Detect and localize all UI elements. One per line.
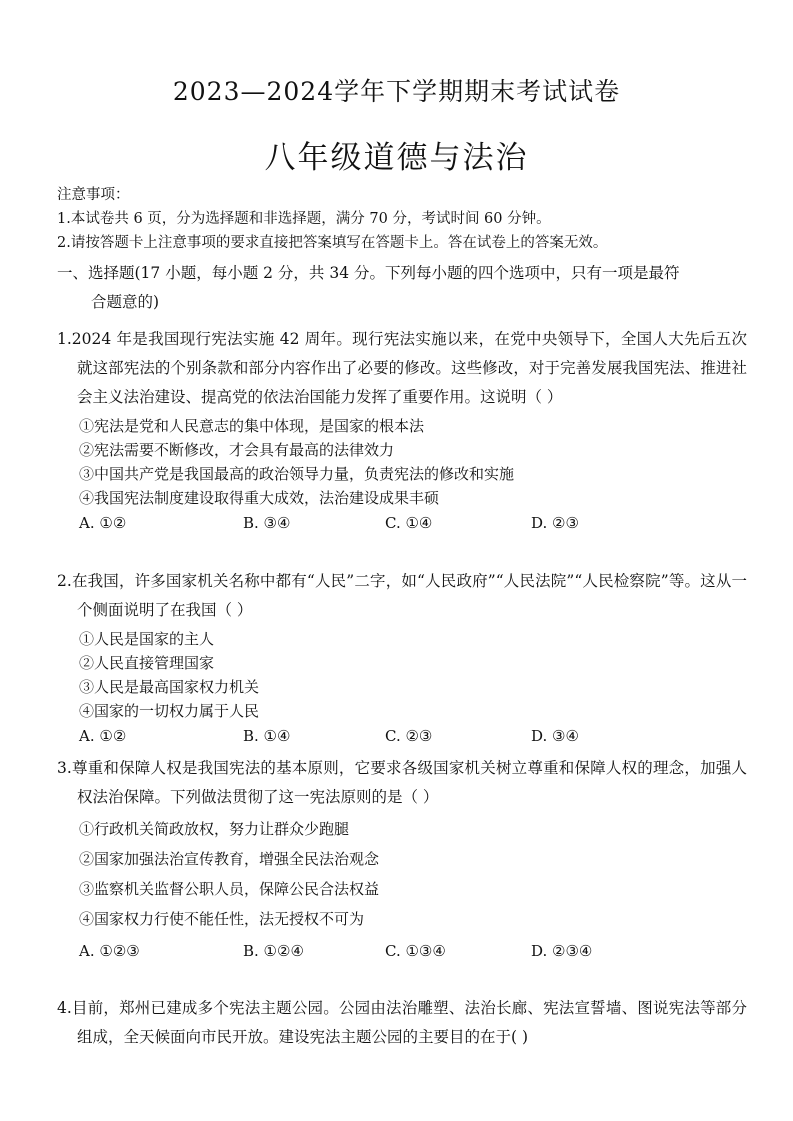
question-3: [57, 754, 747, 960]
section-heading: [57, 259, 747, 317]
choice-a[interactable]: A. ①②③: [79, 942, 140, 960]
subject-title: 八年级道德与法治: [264, 140, 529, 176]
choice-b[interactable]: B. ③④: [243, 514, 291, 532]
choice-c[interactable]: C. ②③: [385, 727, 433, 745]
choice-c[interactable]: C. ①④: [385, 514, 433, 532]
question-2: [57, 567, 747, 745]
question-stem: 2.在我国，许多国家机关名称中都有“人民”二字，如“人民政府”“人民法院”“人民检察院”等。这从一个侧面说明了在我国（ ）: [57, 572, 747, 619]
question-stem: 1.2024 年是我国现行宪法实施 42 周年。现行宪法实施以来，在党中央领导下，全国人大先后五次就这部宪法的个别条款和部分内容作出了必要的修改。这些修改，对于完善发展我国宪法、推进社会主义法治建设、提高党的依法治国能力发挥了重要作用。这说明（ ）: [57, 330, 747, 406]
choice-a[interactable]: A. ①②: [79, 514, 127, 532]
section-heading-line1: 一、选择题(17 小题，每小题 2 分，共 34 分。下列每小题的四个选项中，只有一项是最符: [57, 264, 680, 282]
statement-item: ③中国共产党是我国最高的政治领导力量，负责宪法的修改和实施: [79, 465, 515, 483]
notice-item-2: 2.请按答题卡上注意事项的要求直接把答案填写在答题卡上。答在试卷上的答案无效。: [57, 235, 608, 251]
statement-item: ③监察机关监督公职人员，保障公民合法权益: [79, 880, 380, 898]
statement-list: [57, 414, 747, 510]
question-stem: 3.尊重和保障人权是我国宪法的基本原则，它要求各级国家机关树立尊重和保障人权的理念，加强人权法治保障。下列做法贯彻了这一宪法原则的是（ ）: [57, 759, 747, 806]
statement-item: ④国家权力行使不能任性，法无授权不可为: [79, 910, 365, 928]
question-1: [57, 325, 747, 532]
choice-b[interactable]: B. ①②④: [243, 942, 304, 960]
answer-choices: [57, 727, 747, 745]
exam-title: 2023—2024学年下学期期末考试试卷: [172, 77, 621, 106]
statement-item: ②宪法需要不断修改，才会具有最高的法律效力: [79, 441, 395, 459]
question-4: [57, 994, 747, 1052]
notice-item-1: 1.本试卷共 6 页，分为选择题和非选择题，满分 70 分，考试时间 60 分钟。: [57, 211, 551, 227]
statement-item: ①行政机关简政放权，努力让群众少跑腿: [79, 820, 350, 838]
statement-item: ④国家的一切权力属于人民: [79, 702, 260, 720]
choice-c[interactable]: C. ①③④: [385, 942, 446, 960]
choice-d[interactable]: D. ②③: [531, 514, 579, 532]
notice-heading: 注意事项：: [57, 187, 130, 203]
section-heading-line2: 合题意的): [91, 293, 160, 311]
choice-a[interactable]: A. ①②: [79, 727, 127, 745]
answer-choices: [57, 514, 747, 532]
notice-block: [57, 183, 607, 255]
statement-item: ①人民是国家的主人: [79, 630, 215, 648]
question-stem: 4.目前，郑州已建成多个宪法主题公园。公园由法治雕塑、法治长廊、宪法宣誓墙、图说宪法等部分组成，全天候面向市民开放。建设宪法主题公园的主要目的在于( ): [57, 999, 747, 1046]
statement-item: ①宪法是党和人民意志的集中体现，是国家的根本法: [79, 417, 425, 435]
statement-list: [57, 627, 747, 723]
choice-d[interactable]: D. ②③④: [531, 942, 593, 960]
statement-item: ②国家加强法治宣传教育，增强全民法治观念: [79, 850, 380, 868]
answer-choices: [57, 942, 747, 960]
choice-d[interactable]: D. ③④: [531, 727, 579, 745]
statement-item: ④我国宪法制度建设取得重大成效，法治建设成果丰硕: [79, 489, 440, 507]
statement-list: [57, 814, 747, 934]
statement-item: ③人民是最高国家权力机关: [79, 678, 260, 696]
choice-b[interactable]: B. ①④: [243, 727, 291, 745]
statement-item: ②人民直接管理国家: [79, 654, 215, 672]
